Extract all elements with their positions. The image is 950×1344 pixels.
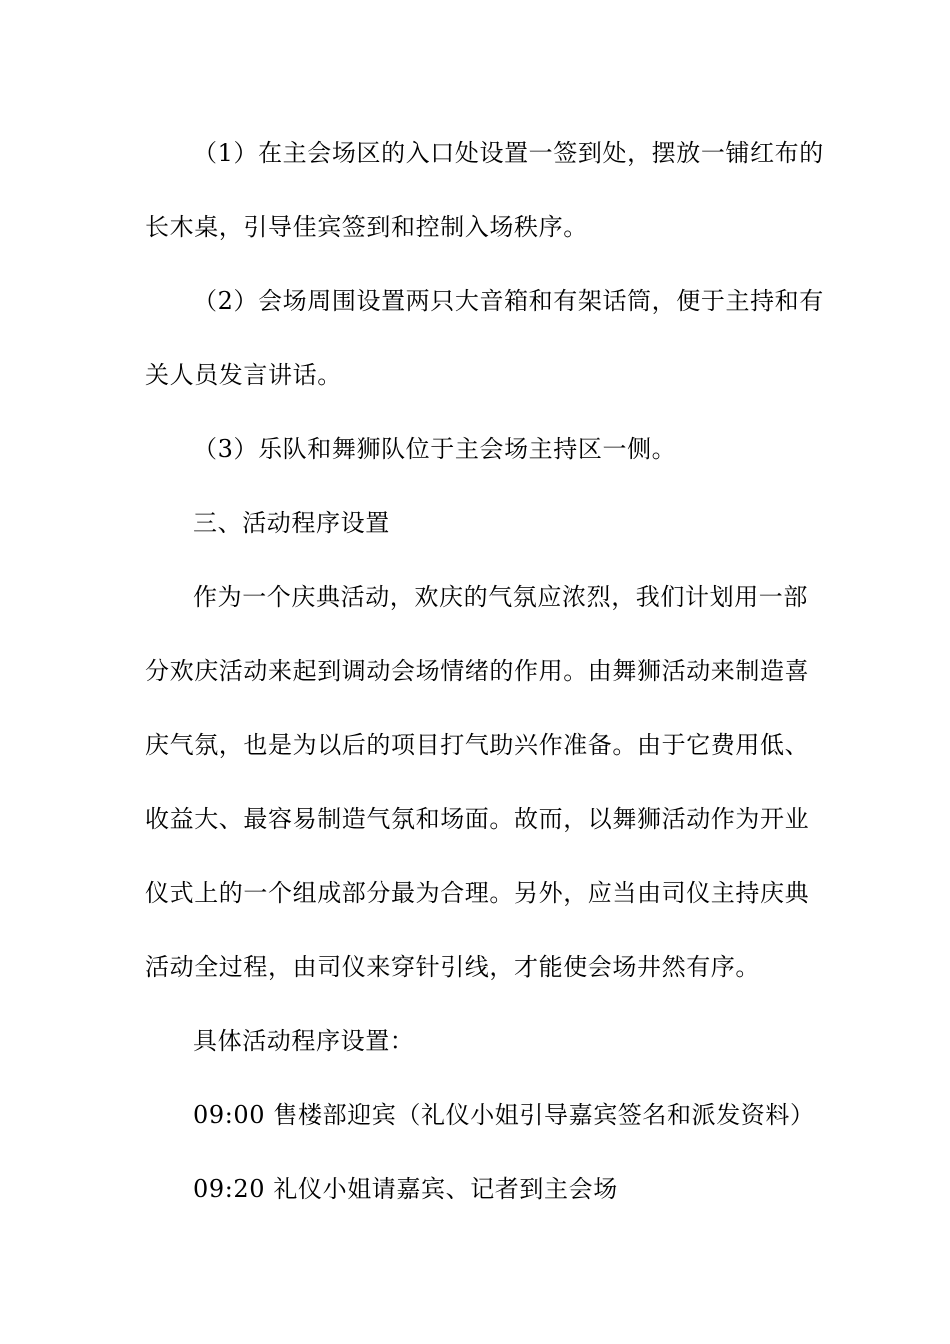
body-paragraph-line-5: 仪式上的一个组成部分最为合理。另外，应当由司仪主持庆典 [145, 879, 810, 907]
body-paragraph-line-3: 庆气氛，也是为以后的项目打气助兴作准备。由于它费用低、 [145, 731, 810, 759]
paragraph-item-2-line-2: 关人员发言讲话。 [145, 361, 342, 389]
paragraph-item-1-line-1: （1）在主会场区的入口处设置一签到处，摆放一铺红布的 [193, 139, 824, 167]
section-heading: 三、活动程序设置 [193, 509, 390, 537]
body-paragraph-line-1: 作为一个庆典活动，欢庆的气氛应浓烈，我们计划用一部 [193, 583, 808, 611]
schedule-item-0920: 09:20 礼仪小姐请嘉宾、记者到主会场 [193, 1175, 618, 1203]
paragraph-item-1-line-2: 长木桌，引导佳宾签到和控制入场秩序。 [145, 213, 588, 241]
schedule-item-0900: 09:00 售楼部迎宾（礼仪小姐引导嘉宾签名和派发资料） [193, 1101, 815, 1129]
paragraph-item-2-line-1: （2）会场周围设置两只大音箱和有架话筒，便于主持和有 [193, 287, 824, 315]
schedule-heading: 具体活动程序设置： [193, 1027, 415, 1055]
body-paragraph-line-4: 收益大、最容易制造气氛和场面。故而，以舞狮活动作为开业 [145, 805, 810, 833]
paragraph-item-3: （3）乐队和舞狮队位于主会场主持区一侧。 [193, 435, 677, 463]
body-paragraph-line-2: 分欢庆活动来起到调动会场情绪的作用。由舞狮活动来制造喜 [145, 657, 810, 685]
body-paragraph-line-6: 活动全过程，由司仪来穿针引线，才能使会场井然有序。 [145, 953, 760, 981]
